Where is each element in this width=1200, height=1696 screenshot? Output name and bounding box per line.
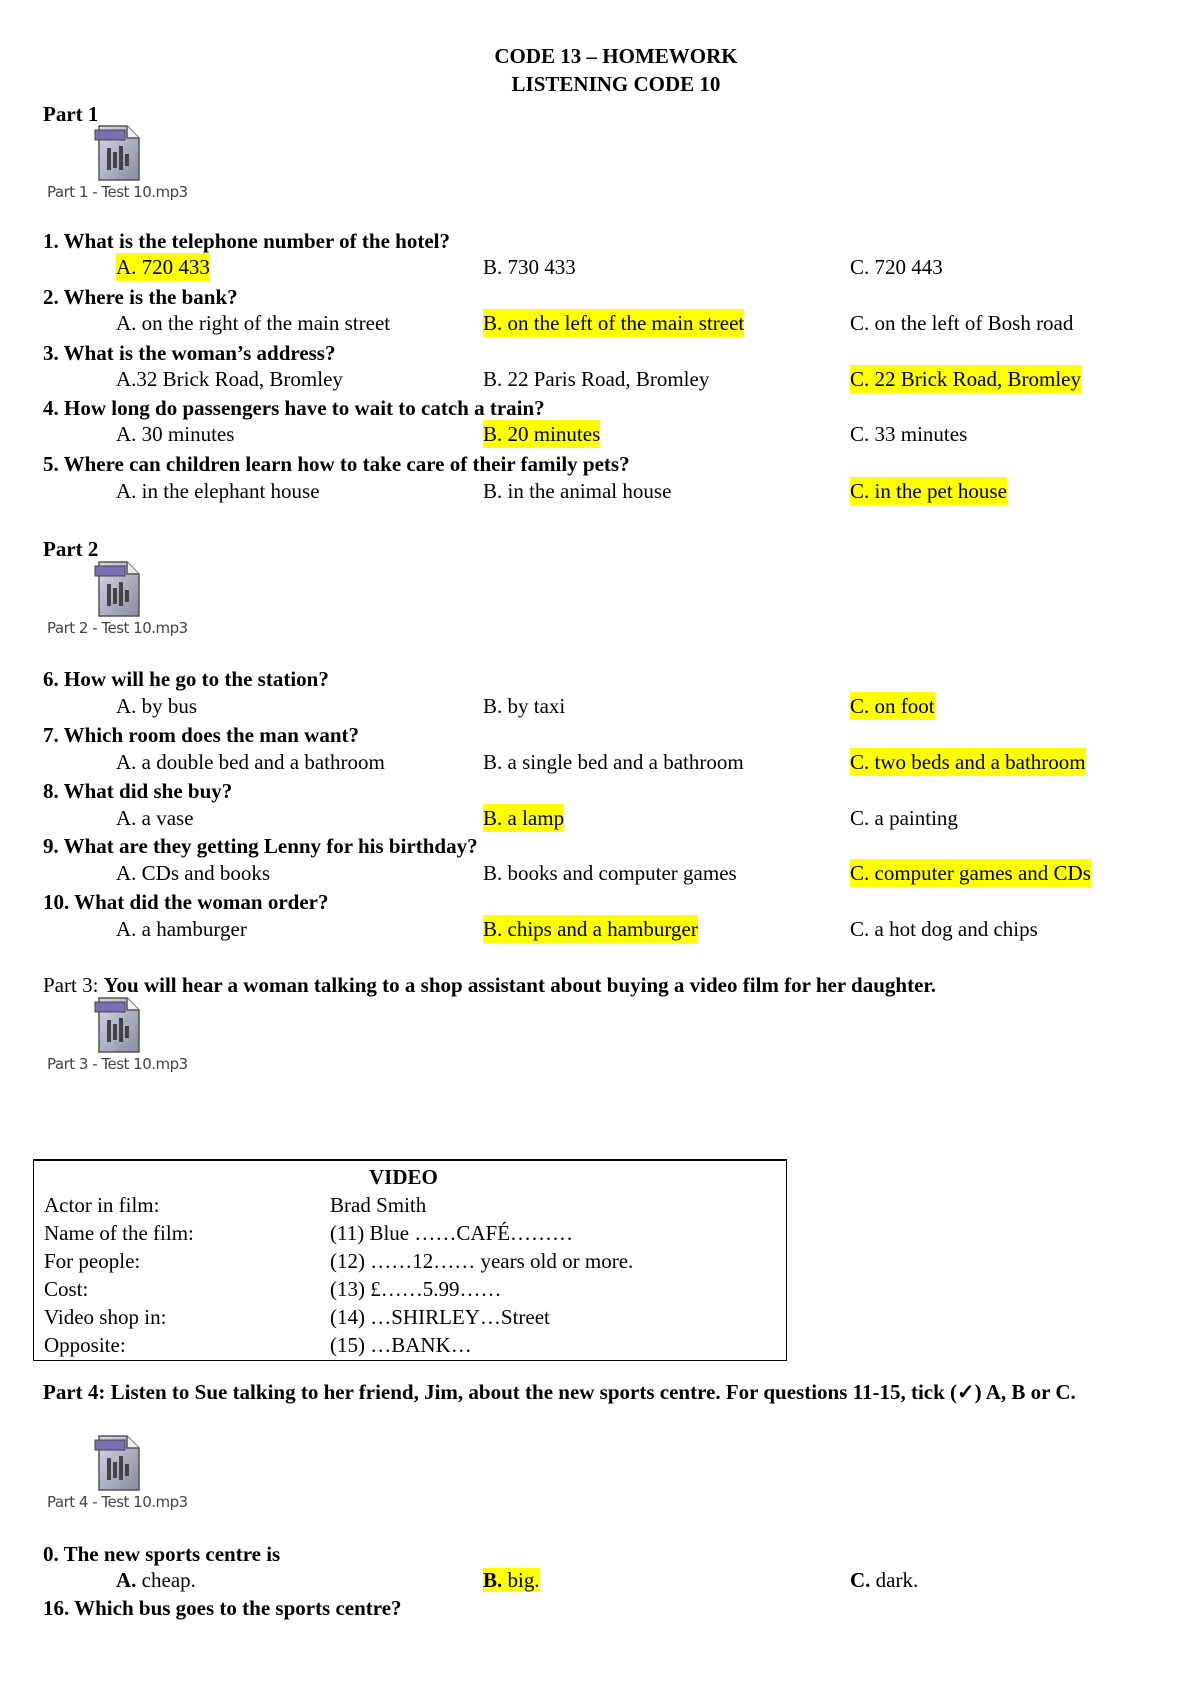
q7-option-b: B. a single bed and a bathroom (483, 750, 744, 774)
q4-option-b: B. 20 minutes (483, 422, 601, 446)
video-table (33, 1159, 787, 1361)
q7-option-c: C. two beds and a bathroom (850, 750, 1086, 774)
page-title-line1: CODE 13 – HOMEWORK (494, 44, 738, 68)
part4-audio[interactable] (47, 1434, 207, 1514)
option-text: dark. (870, 1568, 919, 1592)
video-row-value: (13) £……5.99…… (330, 1277, 502, 1301)
q4-option-a: A. 30 minutes (116, 422, 235, 446)
q1-option-a: A. 720 433 (116, 255, 210, 279)
video-row-value: (14) …SHIRLEY…Street (330, 1305, 550, 1329)
q4-option-c: C. 33 minutes (850, 422, 968, 446)
q9-option-c: C. computer games and CDs (850, 861, 1091, 885)
question-7: 7. Which room does the man want? (43, 723, 359, 747)
video-row-label: Video shop in: (44, 1305, 167, 1329)
q10-option-c: C. a hot dog and chips (850, 917, 1038, 941)
question-2: 2. Where is the bank? (43, 285, 238, 309)
option-letter: C. (850, 1568, 871, 1592)
option-highlight (483, 1568, 540, 1592)
part3-instruction (43, 971, 936, 999)
q3-option-a: A.32 Brick Road, Bromley (116, 367, 343, 391)
video-row-label: Opposite: (44, 1333, 126, 1357)
part2-heading: Part 2 (43, 537, 99, 561)
audio-file-icon[interactable] (93, 1434, 141, 1492)
audio-file-icon[interactable] (93, 124, 141, 182)
q0-option-a (116, 1566, 196, 1594)
q8-option-c: C. a painting (850, 806, 958, 830)
video-row-value: (12) ……12…… years old or more. (330, 1249, 634, 1273)
q10-option-a: A. a hamburger (116, 917, 247, 941)
q6-option-a: A. by bus (116, 694, 198, 718)
question-16: 16. Which bus goes to the sports centre? (43, 1596, 402, 1620)
audio-file-icon[interactable] (93, 560, 141, 618)
part3-instruction-text: You will hear a woman talking to a shop assistant about buying a video film for her daughter. (103, 973, 937, 997)
q5-option-a: A. in the elephant house (116, 479, 320, 503)
audio-file-icon[interactable] (93, 996, 141, 1054)
video-row-value: (11) Blue ……CAFÉ……… (330, 1221, 574, 1245)
question-0-example: 0. The new sports centre is (43, 1542, 281, 1566)
part1-audio-filename: Part 1 - Test 10.mp3 (47, 183, 188, 201)
part1-heading: Part 1 (43, 102, 99, 126)
part1-audio[interactable] (47, 124, 207, 204)
q0-option-b (483, 1566, 540, 1594)
q0-option-c (850, 1566, 918, 1594)
question-10: 10. What did the woman order? (43, 890, 329, 914)
video-row-value: Brad Smith (330, 1193, 427, 1217)
q8-option-b: B. a lamp (483, 806, 565, 830)
q5-option-c: C. in the pet house (850, 479, 1007, 503)
q7-option-a: A. a double bed and a bathroom (116, 750, 385, 774)
question-9: 9. What are they getting Lenny for his birthday? (43, 834, 478, 858)
q5-option-b: B. in the animal house (483, 479, 672, 503)
q9-option-b: B. books and computer games (483, 861, 737, 885)
part2-audio-filename: Part 2 - Test 10.mp3 (47, 619, 188, 637)
q2-option-b: B. on the left of the main street (483, 311, 745, 335)
q6-option-b: B. by taxi (483, 694, 566, 718)
question-1: 1. What is the telephone number of the hotel? (43, 229, 450, 253)
q3-option-c: C. 22 Brick Road, Bromley (850, 367, 1081, 391)
video-row-label: Name of the film: (44, 1221, 194, 1245)
part2-audio[interactable] (47, 560, 207, 640)
option-text: cheap. (136, 1568, 196, 1592)
part3-audio-filename: Part 3 - Test 10.mp3 (47, 1055, 188, 1073)
q10-option-b: B. chips and a hamburger (483, 917, 698, 941)
q6-option-c: C. on foot (850, 694, 935, 718)
question-4: 4. How long do passengers have to wait to catch a train? (43, 396, 545, 420)
option-letter: B. (483, 1568, 503, 1592)
page-title-line2: LISTENING CODE 10 (511, 72, 721, 96)
part4-instruction: Part 4: Listen to Sue talking to her friend, Jim, about the new sports centre. For questions 11-15, tick (✓) A, B or C. (43, 1380, 1076, 1404)
q3-option-b: B. 22 Paris Road, Bromley (483, 367, 710, 391)
video-row-label: Actor in film: (44, 1193, 160, 1217)
question-6: 6. How will he go to the station? (43, 667, 329, 691)
question-8: 8. What did she buy? (43, 779, 233, 803)
video-row-label: Cost: (44, 1277, 89, 1301)
question-3: 3. What is the woman’s address? (43, 341, 336, 365)
video-row-label: For people: (44, 1249, 141, 1273)
option-letter: A. (116, 1568, 137, 1592)
video-table-title: VIDEO (369, 1165, 438, 1189)
q1-option-c: C. 720 443 (850, 255, 943, 279)
question-5: 5. Where can children learn how to take care of their family pets? (43, 452, 630, 476)
q2-option-a: A. on the right of the main street (116, 311, 391, 335)
q1-option-b: B. 730 433 (483, 255, 576, 279)
part3-audio[interactable] (47, 996, 207, 1076)
q2-option-c: C. on the left of Bosh road (850, 311, 1074, 335)
video-row-value: (15) …BANK… (330, 1333, 472, 1357)
part3-label: Part 3: (43, 973, 104, 997)
option-text: big. (502, 1568, 540, 1592)
q8-option-a: A. a vase (116, 806, 194, 830)
q9-option-a: A. CDs and books (116, 861, 271, 885)
part4-audio-filename: Part 4 - Test 10.mp3 (47, 1493, 188, 1511)
